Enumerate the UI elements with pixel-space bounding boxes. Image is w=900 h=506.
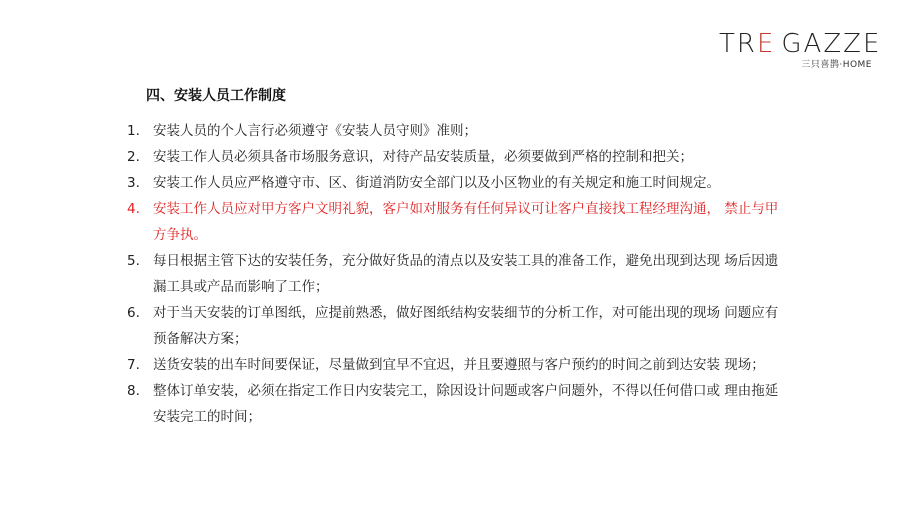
list-item xyxy=(127,118,787,144)
brand-logo xyxy=(719,29,882,74)
logo-subtitle: 三只喜鹊·HOME xyxy=(801,60,872,70)
item-number: 6. xyxy=(127,305,140,321)
section-heading: 四、安装人员工作制度 xyxy=(146,88,286,104)
rules-list xyxy=(127,118,787,430)
item-text: 安装工作人员必须具备市场服务意识，对待产品安装质量，必须要做到严格的控制和把关； xyxy=(153,149,693,165)
item-number: 4. xyxy=(127,201,140,217)
list-item xyxy=(127,352,787,378)
item-number: 5. xyxy=(127,253,140,269)
list-item-highlighted xyxy=(127,196,787,248)
item-text: 整体订单安装，必须在指定工作日内安装完工，除因设计问题或客户问题外，不得以任何借口或 理由拖延安装完工的时间； xyxy=(153,383,779,425)
logo-text-tr: TR xyxy=(719,29,757,59)
list-item xyxy=(127,144,787,170)
item-text: 送货安装的出车时间要保证，尽量做到宜早不宜迟，并且要遵照与客户预约的时间之前到达安装 现场； xyxy=(153,357,765,373)
list-item xyxy=(127,378,787,430)
item-number: 7. xyxy=(127,357,140,373)
item-text: 安装工作人员应严格遵守市、区、街道消防安全部门以及小区物业的有关规定和施工时间规定。 xyxy=(153,175,720,191)
list-item xyxy=(127,170,787,196)
logo-text-e: E xyxy=(756,29,776,59)
logo-text-gazze: GAZZE xyxy=(781,29,882,59)
item-text: 对于当天安装的订单图纸，应提前熟悉，做好图纸结构安装细节的分析工作，对可能出现的现场 问题应有预备解决方案； xyxy=(153,305,779,347)
item-number: 1. xyxy=(127,123,140,139)
item-text: 安装工作人员应对甲方客户文明礼貌，客户如对服务有任何异议可让客户直接找工程经理沟通， 禁止与甲方争执。 xyxy=(153,201,779,243)
item-text: 安装人员的个人言行必须遵守《安装人员守则》准则； xyxy=(153,123,477,139)
list-item xyxy=(127,300,787,352)
item-text: 每日根据主管下达的安装任务，充分做好货品的清点以及安装工具的准备工作，避免出现到达现 场后因遗漏工具或产品而影响了工作； xyxy=(153,253,779,295)
item-number: 3. xyxy=(127,175,140,191)
list-item xyxy=(127,248,787,300)
item-number: 8. xyxy=(127,383,140,399)
item-number: 2. xyxy=(127,149,140,165)
logo-wordmark xyxy=(719,29,882,59)
